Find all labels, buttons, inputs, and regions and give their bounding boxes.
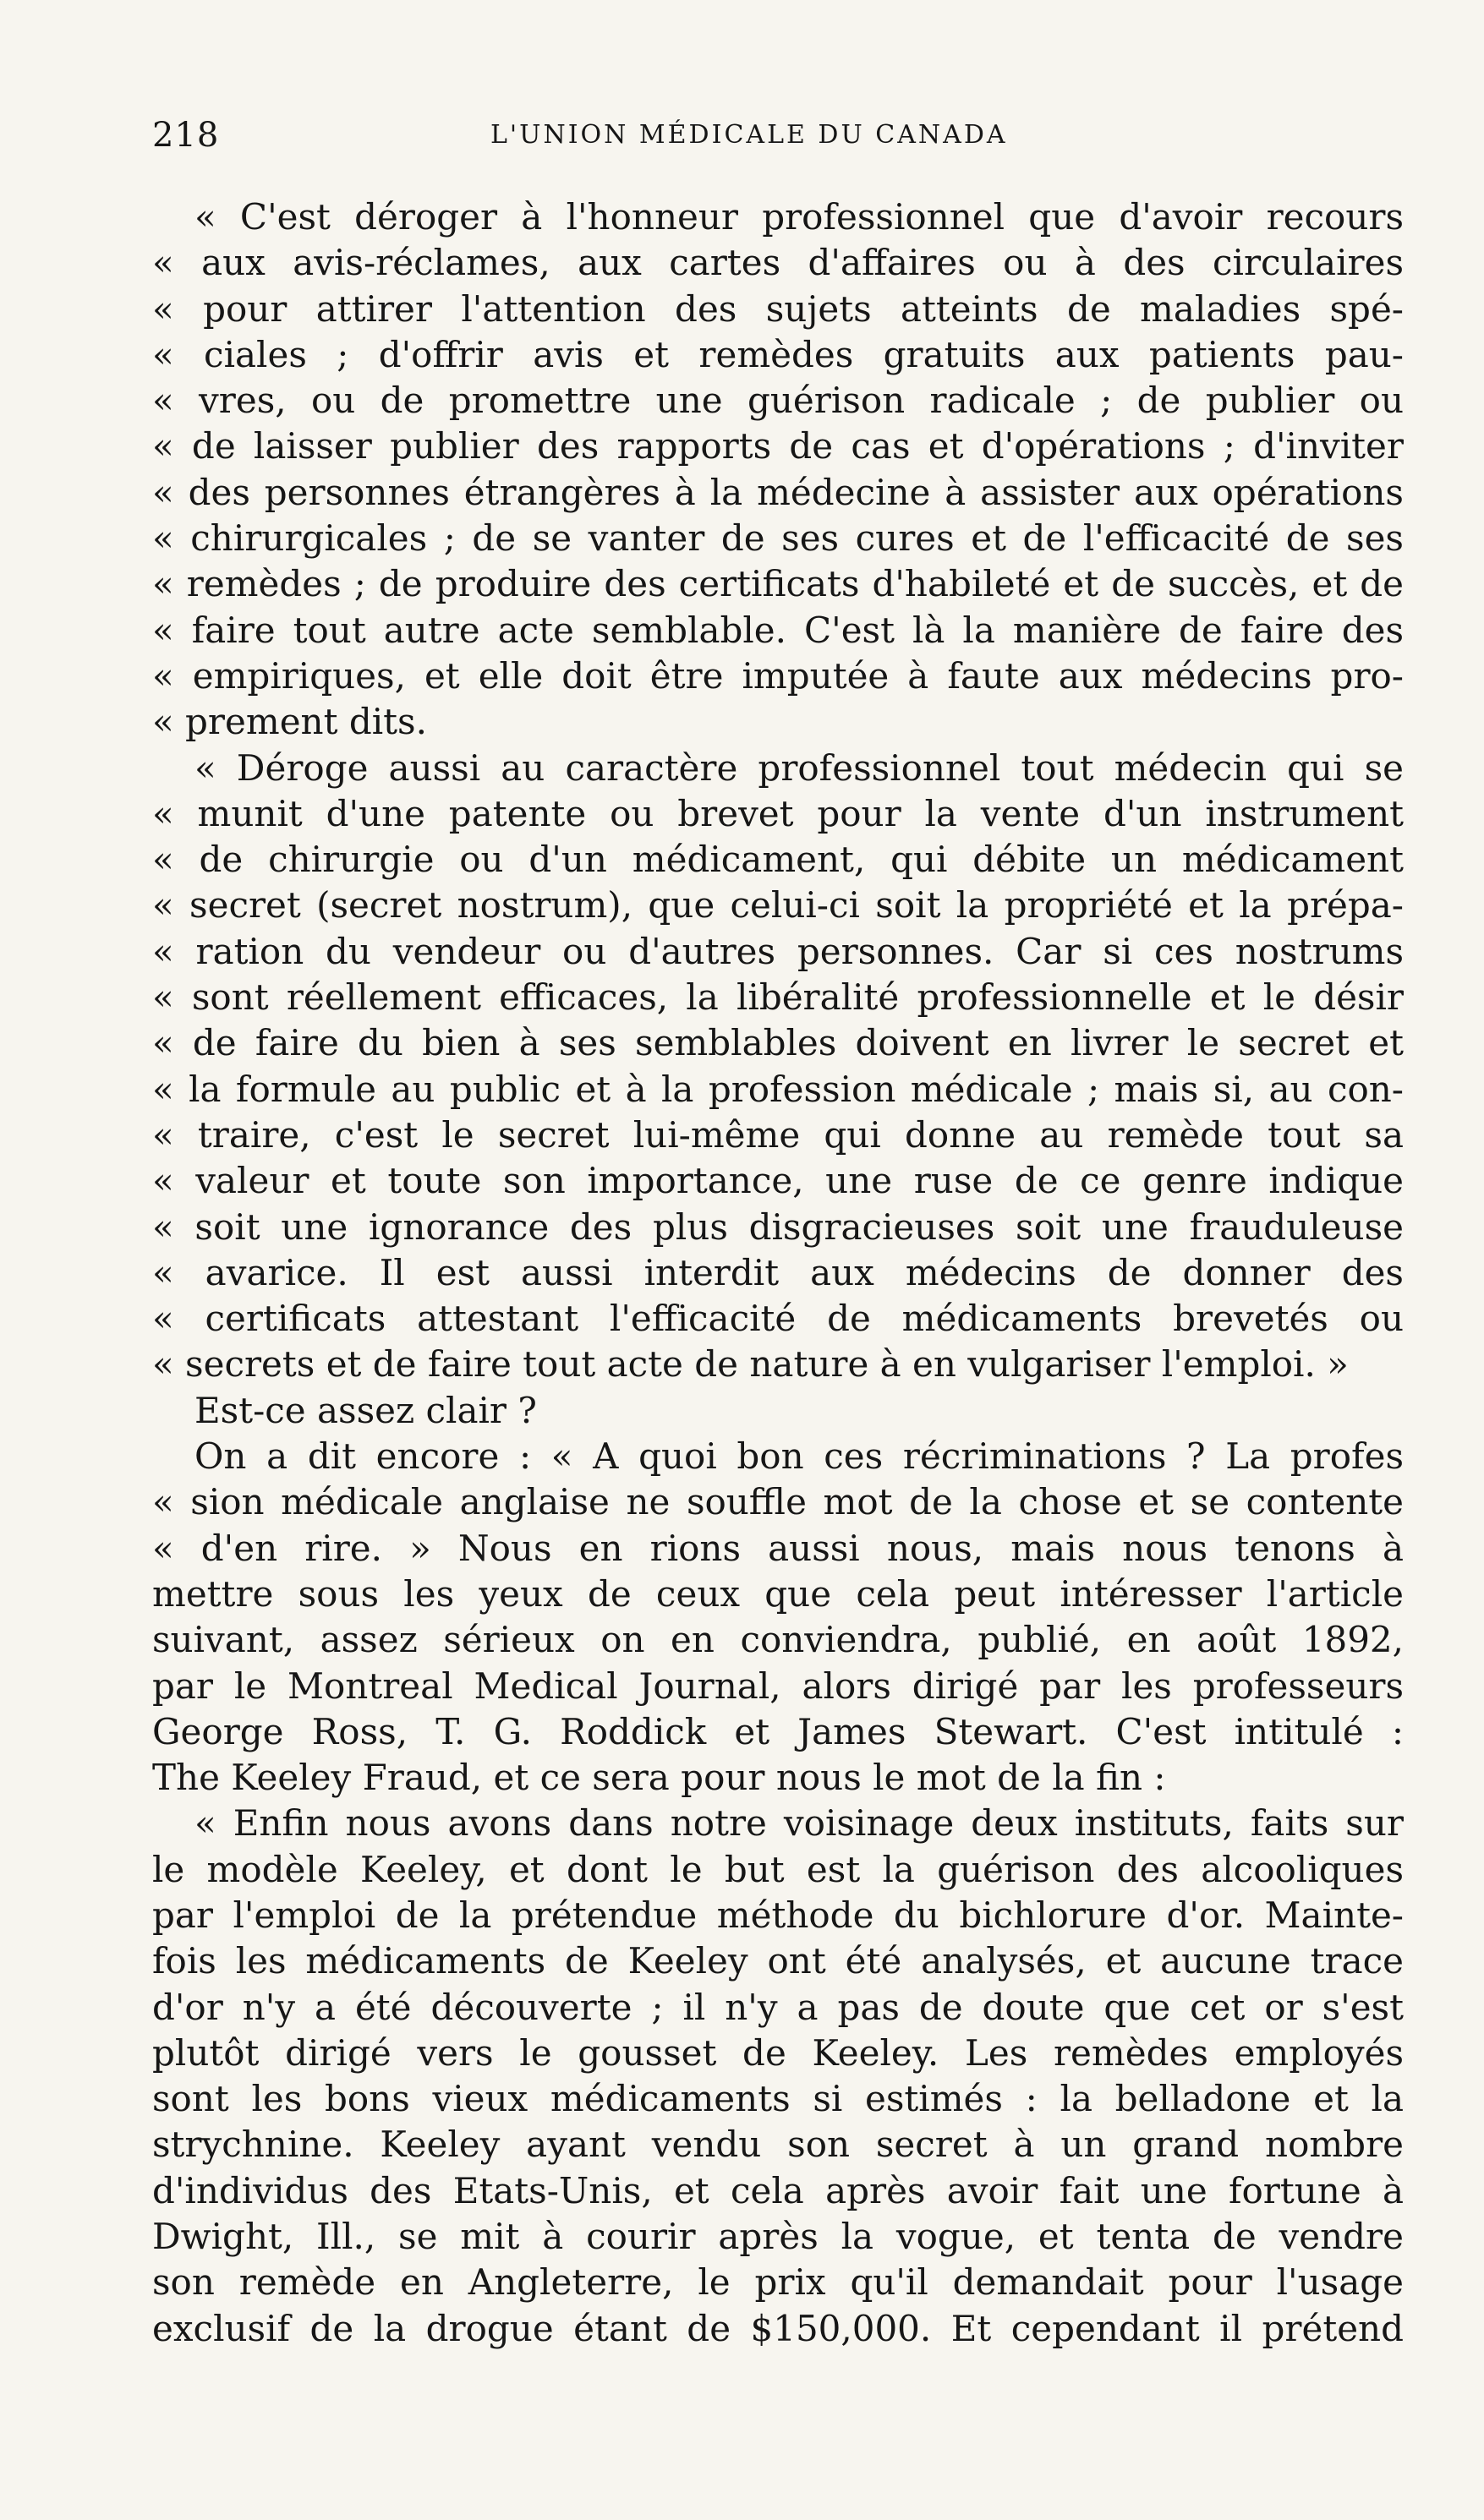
text-line: « C'est déroger à l'honneur professionnel que d'avoir recours: [194, 196, 1404, 238]
text-line: « avarice. Il est aussi interdit aux médecins de donner des: [152, 1251, 1404, 1293]
text-line: « aux avis-réclames, aux cartes d'affaires ou à des circulaires: [152, 242, 1404, 284]
page-number: 218: [152, 116, 220, 155]
text-line: « ciales ; d'offrir avis et remèdes gratuits aux patients pau-: [152, 333, 1404, 375]
text-line: « pour attirer l'attention des sujets atteints de maladies spé-: [152, 287, 1404, 330]
text-line: « chirurgicales ; de se vanter de ses cures et de l'efficacité de ses: [152, 517, 1404, 560]
text-line: sont les bons vieux médicaments si estimés : la belladone et la: [152, 2078, 1404, 2120]
text-line: « ration du vendeur ou d'autres personnes. Car si ces nostrums: [152, 930, 1404, 972]
text-line: mettre sous les yeux de ceux que cela peut intéresser l'article: [152, 1572, 1404, 1615]
text-line: « certificats attestant l'efficacité de médicaments brevetés ou: [152, 1298, 1404, 1340]
body-text: [152, 194, 1404, 2352]
text-line: « prement dits.: [152, 701, 427, 743]
text-line: exclusif de la drogue étant de $150,000. Et cependant il prétend: [152, 2307, 1404, 2349]
text-line: Est-ce assez clair ?: [194, 1389, 537, 1431]
text-line: plutôt dirigé vers le gousset de Keeley. Les remèdes employés: [152, 2031, 1404, 2074]
text-line: fois les médicaments de Keeley ont été analysés, et aucune trace: [152, 1940, 1404, 1982]
text-line: le modèle Keeley, et dont le but est la guérison des alcooliques: [152, 1848, 1404, 1890]
text-line: « faire tout autre acte semblable. C'est là la manière de faire des: [152, 609, 1404, 651]
text-line: d'individus des Etats-Unis, et cela après avoir fait une fortune à: [152, 2169, 1404, 2211]
running-title: L'UNION MÉDICALE DU CANADA: [490, 120, 1008, 150]
text-line: « Déroge aussi au caractère professionnel tout médecin qui se: [194, 746, 1404, 789]
text-line: suivant, assez sérieux on en conviendra, publié, en août 1892,: [152, 1619, 1404, 1661]
text-line: « secrets et de faire tout acte de nature à en vulgariser l'emploi. »: [152, 1343, 1349, 1386]
text-line: « sion médicale anglaise ne souffle mot de la chose et se contente: [152, 1481, 1404, 1523]
text-line: « munit d'une patente ou brevet pour la vente d'un instrument: [152, 792, 1404, 834]
text-line: « de faire du bien à ses semblables doivent en livrer le secret et: [152, 1022, 1404, 1064]
page-header: [152, 110, 1404, 161]
text-line: « sont réellement efficaces, la libéralité professionnelle et le désir: [152, 976, 1404, 1019]
text-line: strychnine. Keeley ayant vendu son secret à un grand nombre: [152, 2124, 1404, 2166]
text-line: Dwight, Ill., se mit à courir après la vogue, et tenta de vendre: [152, 2216, 1404, 2258]
text-line: par l'emploi de la prétendue méthode du bichlorure d'or. Mainte-: [152, 1894, 1404, 1936]
text-line: « empiriques, et elle doit être imputée à faute aux médecins pro-: [152, 654, 1404, 697]
text-line: « valeur et toute son importance, une ruse de ce genre indique: [152, 1160, 1404, 1202]
text-line: « traire, c'est le secret lui-même qui donne au remède tout sa: [152, 1113, 1404, 1156]
text-line: « la formule au public et à la profession médicale ; mais si, au con-: [152, 1068, 1404, 1110]
text-line: On a dit encore : « A quoi bon ces récriminations ? La profes: [194, 1435, 1404, 1478]
text-line: « vres, ou de promettre une guérison radicale ; de publier ou: [152, 380, 1404, 422]
text-line: « Enfin nous avons dans notre voisinage deux instituts, faits sur: [194, 1802, 1404, 1845]
text-line: « de chirurgie ou d'un médicament, qui débite un médicament: [152, 839, 1404, 881]
text-line: « secret (secret nostrum), que celui-ci soit la propriété et la prépa-: [152, 884, 1404, 927]
text-line: « remèdes ; de produire des certificats d'habileté et de succès, et de: [152, 563, 1404, 605]
text-line: « d'en rire. » Nous en rions aussi nous, mais nous tenons à: [152, 1527, 1404, 1569]
text-line: « de laisser publier des rapports de cas et d'opérations ; d'inviter: [152, 425, 1404, 467]
text-line: « soit une ignorance des plus disgracieuses soit une frauduleuse: [152, 1205, 1404, 1248]
text-line: son remède en Angleterre, le prix qu'il demandait pour l'usage: [152, 2261, 1404, 2304]
text-line: The Keeley Fraud, et ce sera pour nous le mot de la fin :: [152, 1757, 1166, 1799]
text-line: George Ross, T. G. Roddick et James Stewart. C'est intitulé :: [152, 1710, 1404, 1752]
text-line: par le Montreal Medical Journal, alors dirigé par les professeurs: [152, 1665, 1404, 1707]
text-line: « des personnes étrangères à la médecine à assister aux opérations: [152, 471, 1404, 513]
text-line: d'or n'y a été découverte ; il n'y a pas de doute que cet or s'est: [152, 1986, 1404, 2028]
